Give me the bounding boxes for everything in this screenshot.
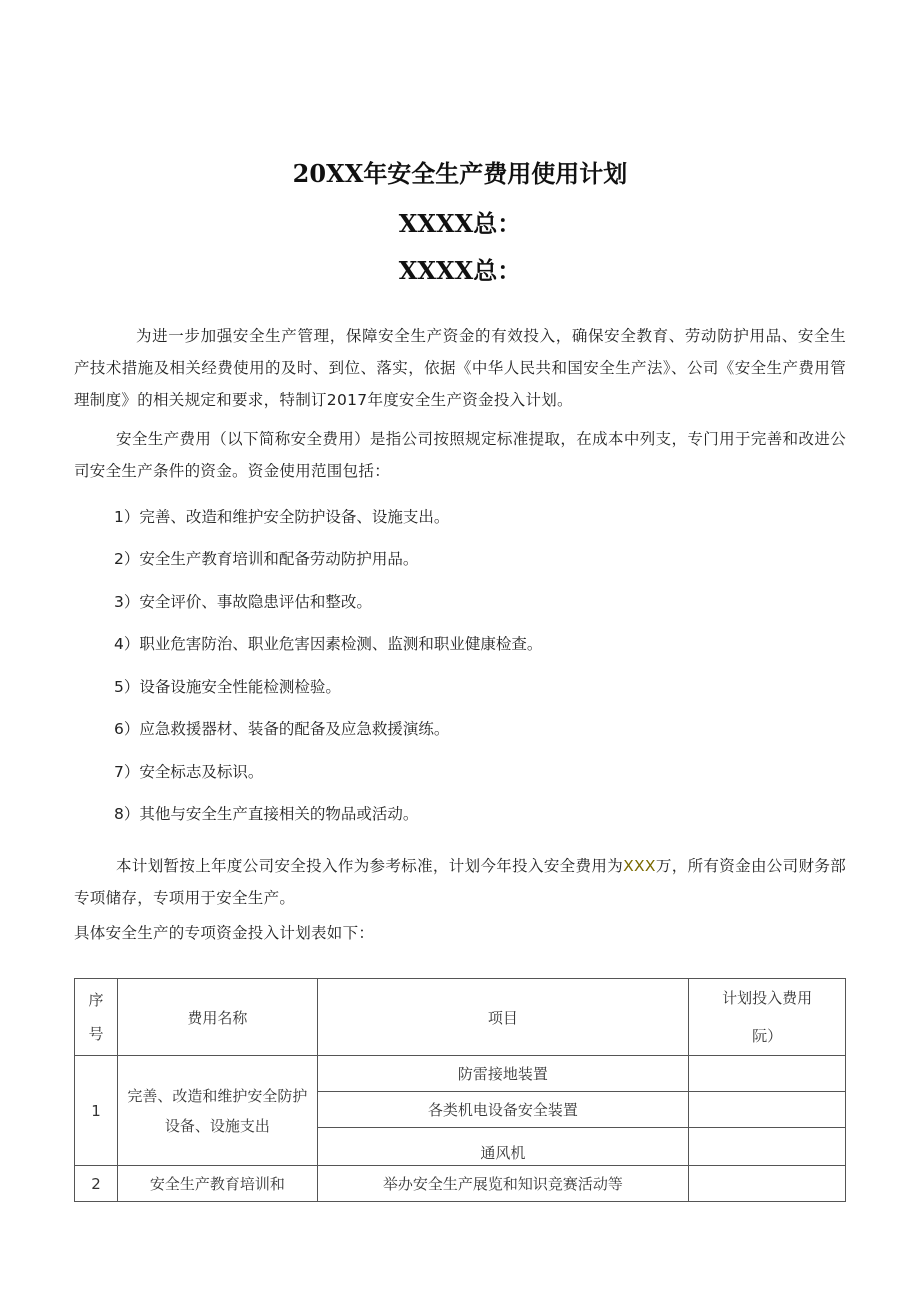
table-intro: 具体安全生产的专项资金投入计划表如下： bbox=[74, 924, 375, 942]
scope-item-7: 7）安全标志及标识。 bbox=[114, 763, 264, 781]
addressee-2: XXXX总： bbox=[398, 256, 522, 285]
row2-cost bbox=[689, 1166, 846, 1202]
row1-item-2: 各类机电设备安全装置 bbox=[317, 1092, 688, 1128]
row1-no: 1 bbox=[75, 1056, 118, 1166]
scope-item-3: 3）安全评价、事故隐患评估和整改。 bbox=[114, 593, 372, 611]
header-cost: 计划投入费用 阮） bbox=[689, 979, 846, 1056]
row2-no: 2 bbox=[75, 1166, 118, 1202]
scope-item-2: 2）安全生产教育培训和配备劳动防护用品。 bbox=[114, 550, 419, 568]
row1-item-1: 防雷接地装置 bbox=[317, 1056, 688, 1092]
definition-paragraph: 安全生产费用（以下简称安全费用）是指公司按照规定标准提取，在成本中列支，专门用于完善和改进公司安全生产条件的资金。资金使用范围包括： bbox=[74, 430, 846, 480]
scope-item-5: 5）设备设施安全性能检测检验。 bbox=[114, 678, 341, 696]
table-row bbox=[75, 1166, 846, 1202]
row2-name: 安全生产教育培训和 bbox=[117, 1166, 317, 1202]
scope-item-6: 6）应急救援器材、装备的配备及应急救援演练。 bbox=[114, 720, 450, 738]
scope-item-4: 4）职业危害防治、职业危害因素检测、监测和职业健康检查。 bbox=[114, 635, 543, 653]
document-title: 20XX年安全生产费用使用计划 bbox=[292, 159, 628, 188]
row1-name: 完善、改造和维护安全防护设备、设施支出 bbox=[117, 1056, 317, 1166]
row1-cost-3 bbox=[689, 1128, 846, 1166]
table-header-row bbox=[75, 979, 846, 1056]
row2-item: 举办安全生产展览和知识竞赛活动等 bbox=[317, 1166, 688, 1202]
budget-table bbox=[74, 978, 846, 1202]
table-row bbox=[75, 1056, 846, 1092]
header-name: 费用名称 bbox=[117, 979, 317, 1056]
row1-cost-1 bbox=[689, 1056, 846, 1092]
intro-paragraph: 为进一步加强安全生产管理，保障安全生产资金的有效投入，确保安全教育、劳动防护用品、安全生产技术措施及相关经费使用的及时、到位、落实，依据《中华人民共和国安全生产法》、公司《安全生产费用管理制度》的相关规定和要求，特制订2017年度安全生产资金投入计划。 bbox=[74, 327, 846, 409]
budget-amount: XXX bbox=[623, 857, 656, 875]
row1-item-3: 通风机 bbox=[317, 1128, 688, 1166]
scope-item-8: 8）其他与安全生产直接相关的物品或活动。 bbox=[114, 805, 419, 823]
header-no: 序 号 bbox=[75, 979, 118, 1056]
header-item: 项目 bbox=[317, 979, 688, 1056]
budget-paragraph: 本计划暂按上年度公司安全投入作为参考标准，计划今年投入安全费用为XXX万，所有资金由公司财务部专项储存，专项用于安全生产。 bbox=[74, 857, 846, 907]
addressee-1: XXXX总： bbox=[398, 209, 522, 238]
row1-cost-2 bbox=[689, 1092, 846, 1128]
scope-item-1: 1）完善、改造和维护安全防护设备、设施支出。 bbox=[114, 508, 450, 526]
